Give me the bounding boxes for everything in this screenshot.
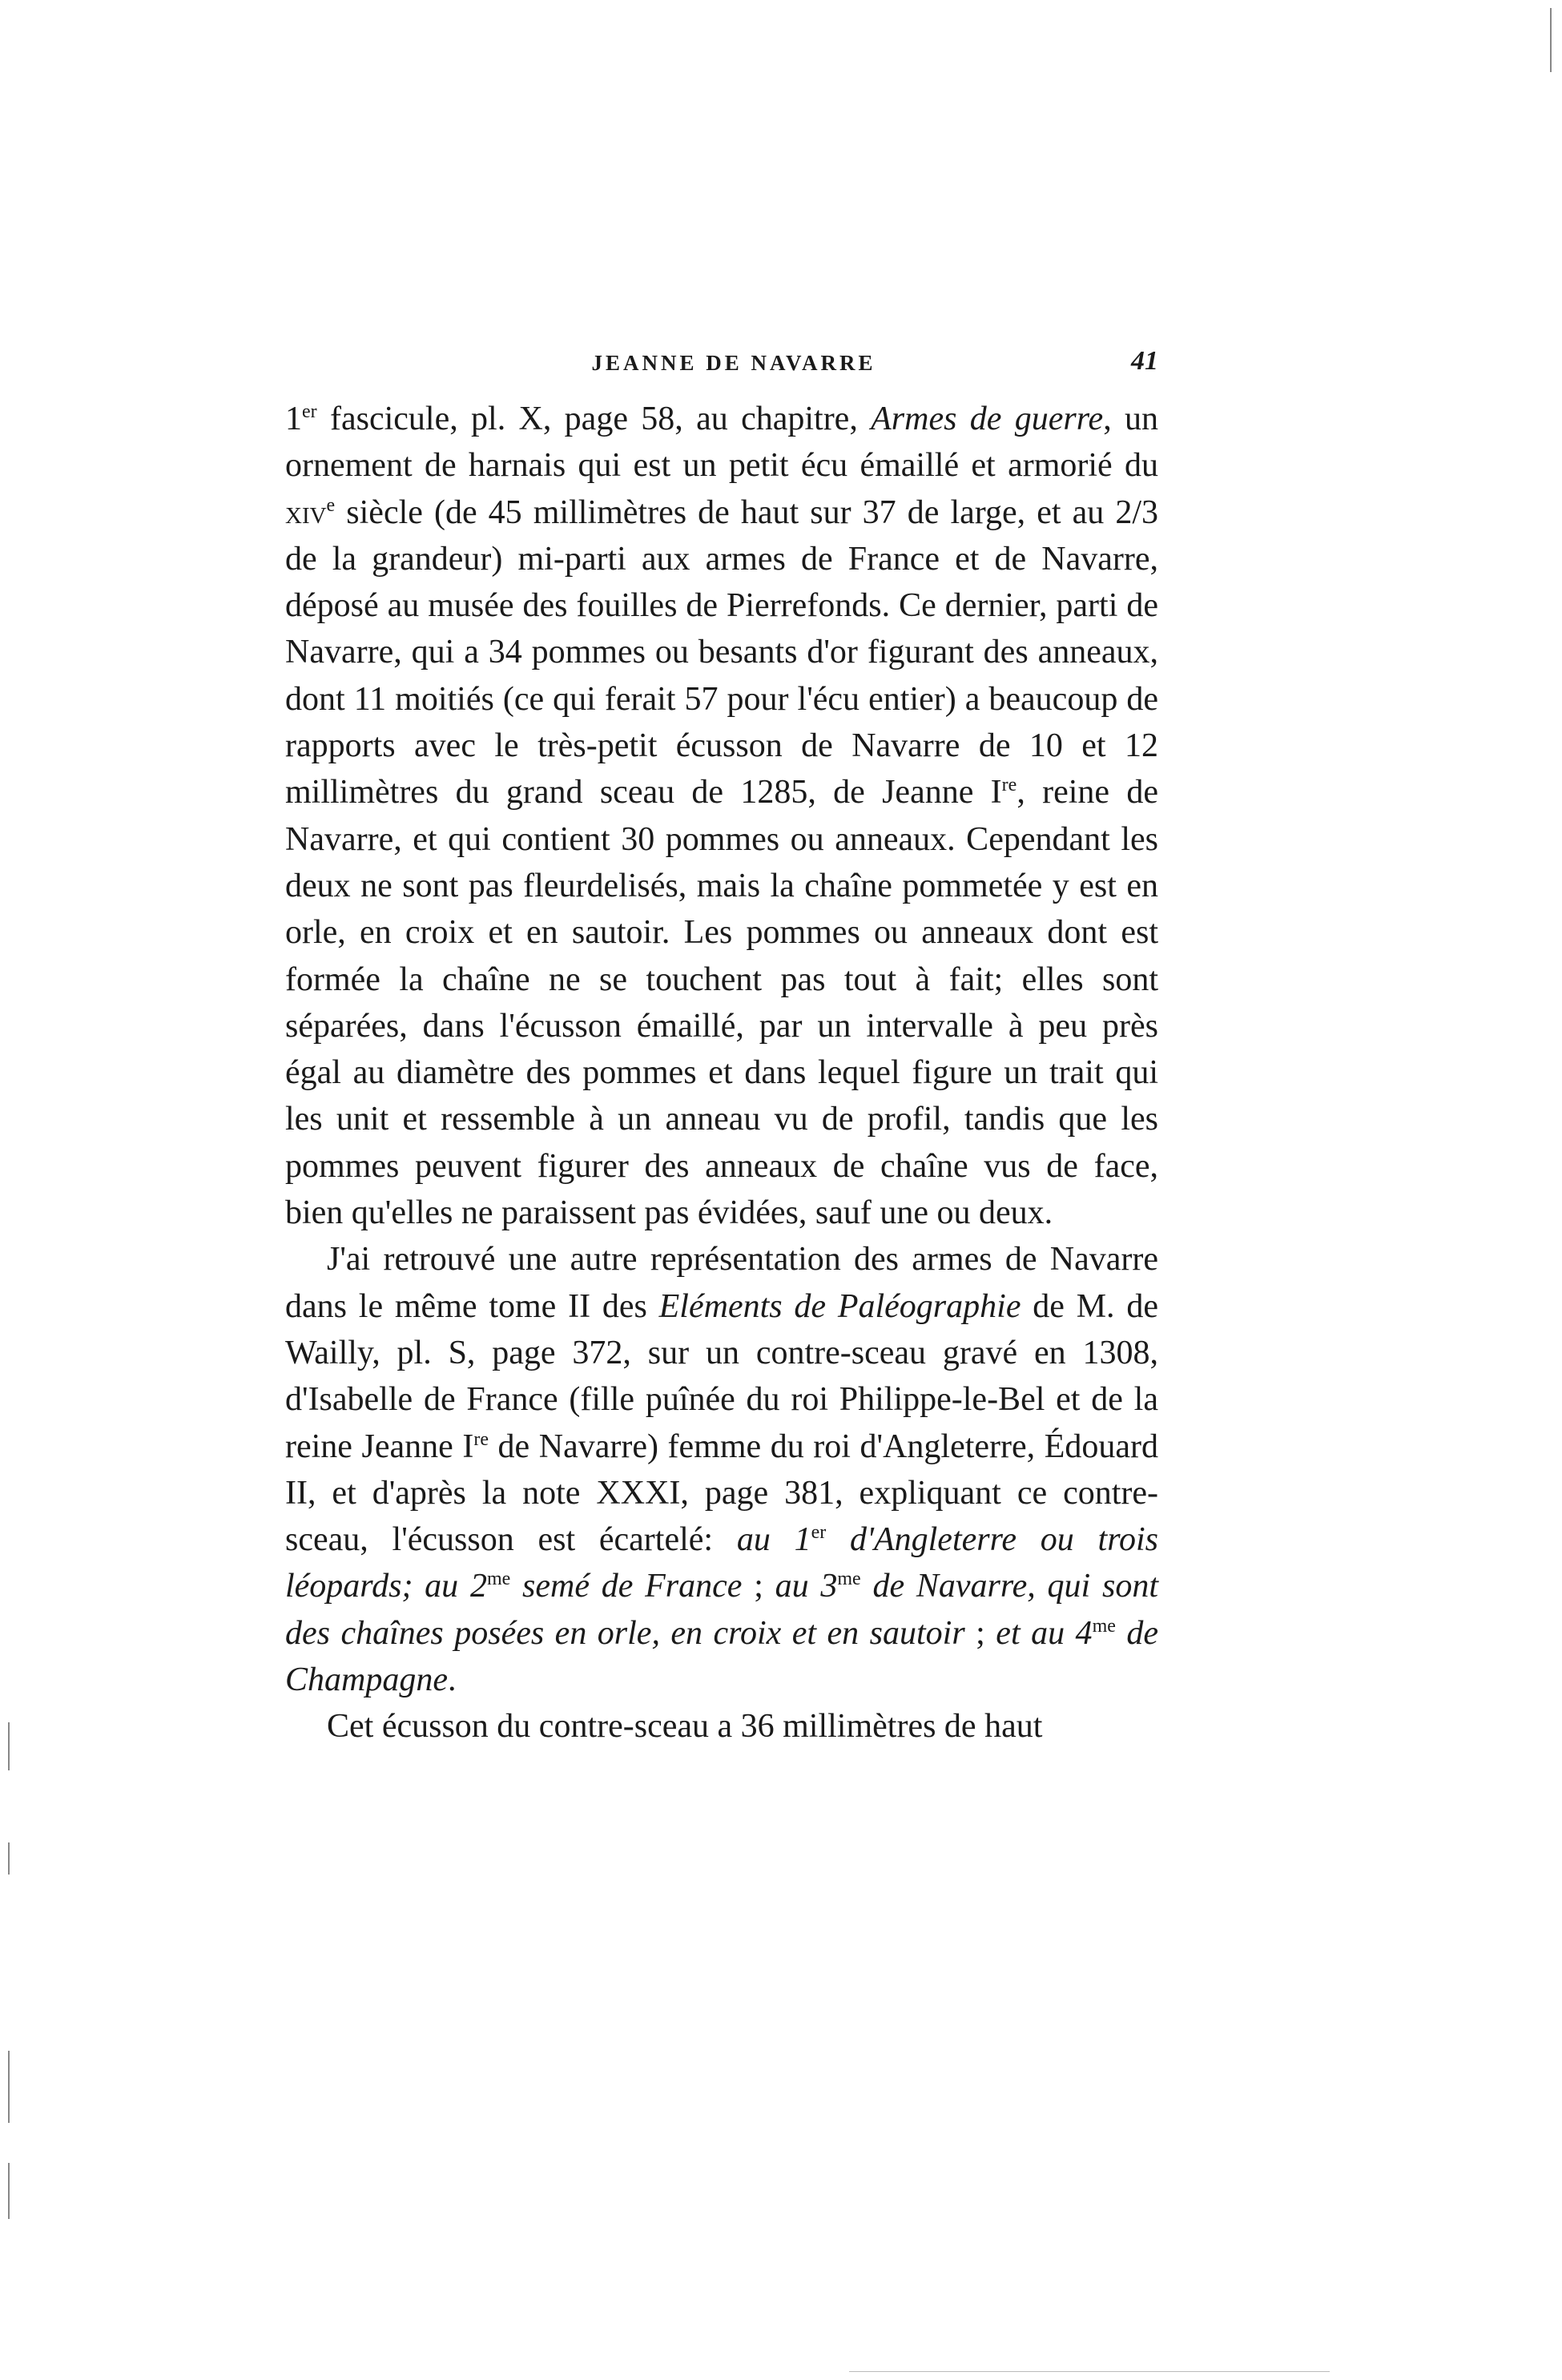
text-run: siècle (de 45 millimètres de haut sur 37 de large, et au 2/3 de la grandeur) mi-parti aux armes de France et de Navarre, déposé au musée des fouilles de Pierrefonds. Ce dernier, parti de Navarre, qui a 34 pommes ou besants d'or figurant des anneaux, dont 11 moitiés (ce qui ferait 57 pour l'écu entier) a beaucoup de rapports avec le très-petit écusson de Navarre de 10 et 12 millimètres du grand sceau de 1285, de Jeanne I <box>285 493 1158 811</box>
text-run: ; <box>742 1568 775 1605</box>
paragraph-3 <box>285 1703 1158 1750</box>
italic-run: et au 4 <box>996 1614 1093 1652</box>
text-run: de Navarre) femme du roi d'Angleterre, Édouard II, et d'après la note XXXI, page 381, expliquant ce contre-sceau, l'écusson est écartelé: <box>285 1428 1158 1559</box>
page-number: 41 <box>1131 346 1158 376</box>
text-run: ; <box>964 1614 996 1652</box>
text-run: , reine de Navarre, et qui contient 30 pommes ou anneaux. Cependant les deux ne sont pas fleurdelisés, mais la chaîne pommetée y est en orle, en croix et en sautoir. Les pommes ou anneaux dont est formée la chaîne ne se touchent pas tout à fait; elles sont séparées, dans l'écusson émaillé, par un intervalle à peu près égal au diamètre des pommes et dans lequel figure un trait qui les unit et ressemble à un anneau vu de profil, tandis que les pommes peuvent figurer des anneaux de chaîne vus de face, bien qu'elles ne paraissent pas évidées, sauf une ou deux. <box>285 774 1158 1232</box>
superscript: er <box>302 401 317 422</box>
text-run: , un ornement de harnais qui est un petit écu émaillé et armorié du <box>285 401 1159 485</box>
superscript: e <box>326 494 336 516</box>
italic-run: au 3 <box>775 1568 838 1605</box>
superscript: me <box>486 1569 511 1590</box>
italic-run: au 1 <box>736 1521 811 1559</box>
italic-run: Eléments de Paléographie <box>658 1287 1021 1325</box>
italic-run: d'Angleterre ou trois léopards; au 2 <box>285 1521 1158 1605</box>
paragraph-2 <box>285 1236 1158 1703</box>
superscript: er <box>811 1522 827 1544</box>
superscript: re <box>473 1428 489 1450</box>
italic-run: Armes de guerre <box>871 401 1104 437</box>
text-run: de M. de Wailly, pl. S, page 372, sur un contre-sceau gravé en 1308, d'Isabelle de France (fille puînée du roi Philippe-le-Bel et de la reine Jeanne I <box>285 1287 1158 1465</box>
margin-mark <box>8 1842 10 1875</box>
italic-run: semé de France <box>510 1568 743 1605</box>
running-title: JEANNE DE NAVARRE <box>591 351 876 375</box>
superscript: re <box>1001 775 1017 796</box>
text-run: J'ai retrouvé une autre représentation des armes de Navarre dans le même tome II des <box>285 1241 1158 1325</box>
italic-run: de Navarre, qui sont des chaînes posées en orle, en croix et en sautoir <box>285 1568 1158 1652</box>
text-run: . <box>448 1661 457 1699</box>
superscript: me <box>837 1569 861 1590</box>
body-text <box>285 396 1158 1750</box>
century-numeral: xiv <box>285 493 327 531</box>
italic-run: de Champagne <box>285 1614 1159 1699</box>
margin-mark <box>8 1722 10 1770</box>
superscript: me <box>1092 1615 1116 1637</box>
paragraph-1: 1er fascicule, pl. X, page 58, au chapitre, Armes de guerre, un ornement de harnais qui est un petit écu émaillé et armorié du xiv$^e$ siècle (de 45 millimètres de haut sur 37 de large, et au 2/3 de la grandeur) mi-parti aux armes de France et de Navarre, déposé au musée des fouilles de Pierrefonds. Ce dernier, parti de Navarre, qui a 34 pommes ou besants d'or figurant des anneaux, dont 11 moitiés (ce qui ferait 57 pour l'écu entier) a beaucoup de rapports avec le très-petit écusson de Navarre de 10 et 12 millimètres du grand sceau de 1285, de Jeanne Ire, reine de Navarre, et qui contient 30 pommes ou anneaux. Cependant les deux ne sont pas fleurdelisés, mais la chaîne pommetée y est en orle, en croix et en sautoir. Les pommes ou anneaux dont est formée la chaîne ne se touchent pas tout à fait; elles sont séparées, dans l'écusson émaillé, par un intervalle à peu près égal au diamètre des pommes et dans lequel figure un trait qui les unit et ressemble à un anneau vu de profil, tandis que les pommes peuvent figurer des anneaux de chaîne vus de face, bien qu'elles ne paraissent pas évidées, sauf une ou deux. <box>285 401 1159 1232</box>
margin-mark <box>8 2051 10 2123</box>
margin-mark <box>1550 8 1552 72</box>
margin-mark <box>849 2371 1330 2372</box>
text-run: fascicule, pl. X, page 58, au chapitre, <box>316 401 872 437</box>
text-run: Cet écusson du contre-sceau a 36 millimètres de haut <box>327 1708 1043 1746</box>
page-header <box>285 346 1158 391</box>
margin-mark <box>8 2163 10 2219</box>
